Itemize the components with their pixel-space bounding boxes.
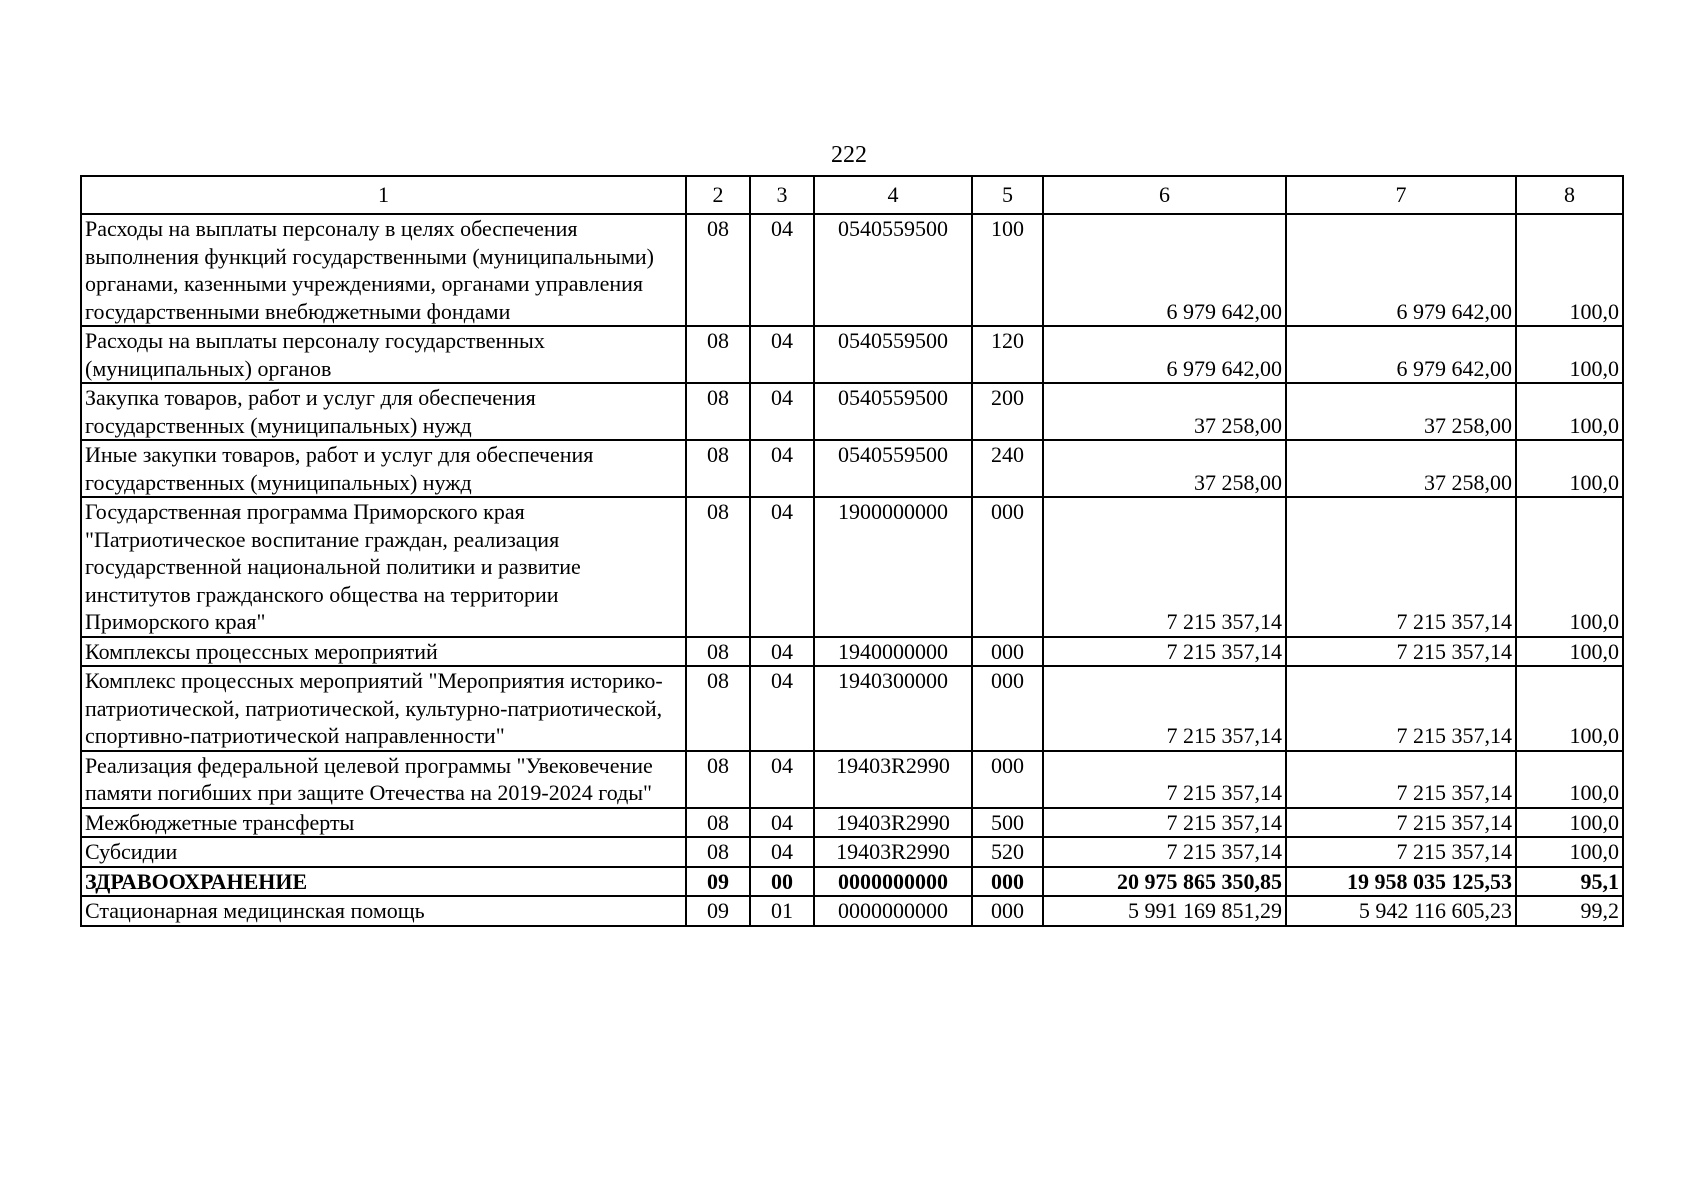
row-percent: 100,0 (1516, 751, 1623, 808)
row-percent: 100,0 (1516, 326, 1623, 383)
row-percent: 100,0 (1516, 837, 1623, 867)
row-executed: 7 215 357,14 (1286, 666, 1516, 751)
row-name: Субсидии (81, 837, 686, 867)
row-subsection: 01 (750, 896, 814, 926)
table-row (81, 214, 1623, 326)
row-name: ЗДРАВООХРАНЕНИЕ (81, 867, 686, 897)
row-executed: 19 958 035 125,53 (1286, 867, 1516, 897)
row-subsection: 04 (750, 751, 814, 808)
row-name: Иные закупки товаров, работ и услуг для обеспечения государственных (муниципальных) нужд (81, 440, 686, 497)
row-name: Закупка товаров, работ и услуг для обеспечения государственных (муниципальных) нужд (81, 383, 686, 440)
page-number: 222 (831, 142, 867, 168)
table-row (81, 751, 1623, 808)
row-percent: 100,0 (1516, 383, 1623, 440)
row-target-article: 0540559500 (814, 440, 972, 497)
row-percent: 99,2 (1516, 896, 1623, 926)
row-name: Комплексы процессных мероприятий (81, 637, 686, 667)
table-row (81, 896, 1623, 926)
row-target-article: 0540559500 (814, 383, 972, 440)
table-row (81, 666, 1623, 751)
row-percent: 100,0 (1516, 637, 1623, 667)
row-expense-type: 200 (972, 383, 1043, 440)
row-percent: 100,0 (1516, 440, 1623, 497)
row-target-article: 19403R2990 (814, 808, 972, 838)
row-expense-type: 240 (972, 440, 1043, 497)
row-section: 08 (686, 637, 750, 667)
header-col-6: 6 (1043, 176, 1286, 214)
row-name: Стационарная медицинская помощь (81, 896, 686, 926)
row-expense-type: 000 (972, 666, 1043, 751)
row-section: 08 (686, 326, 750, 383)
header-col-2: 2 (686, 176, 750, 214)
row-planned: 7 215 357,14 (1043, 666, 1286, 751)
row-section: 08 (686, 751, 750, 808)
row-target-article: 0000000000 (814, 896, 972, 926)
row-percent: 95,1 (1516, 867, 1623, 897)
row-planned: 6 979 642,00 (1043, 326, 1286, 383)
row-executed: 7 215 357,14 (1286, 837, 1516, 867)
row-planned: 37 258,00 (1043, 383, 1286, 440)
row-executed: 7 215 357,14 (1286, 751, 1516, 808)
row-subsection: 00 (750, 867, 814, 897)
row-name: Межбюджетные трансферты (81, 808, 686, 838)
row-section: 08 (686, 214, 750, 326)
row-name: Государственная программа Приморского края "Патриотическое воспитание граждан, реализация государственной национальной политики и развитие институтов гражданского общества на территории Приморского края" (81, 497, 686, 637)
header-col-5: 5 (972, 176, 1043, 214)
row-target-article: 1940300000 (814, 666, 972, 751)
row-expense-type: 100 (972, 214, 1043, 326)
row-planned: 7 215 357,14 (1043, 751, 1286, 808)
row-expense-type: 000 (972, 497, 1043, 637)
header-row (81, 176, 1623, 214)
table-row (81, 497, 1623, 637)
row-expense-type: 520 (972, 837, 1043, 867)
row-executed: 6 979 642,00 (1286, 214, 1516, 326)
header-col-4: 4 (814, 176, 972, 214)
row-planned: 6 979 642,00 (1043, 214, 1286, 326)
row-executed: 37 258,00 (1286, 440, 1516, 497)
row-subsection: 04 (750, 637, 814, 667)
row-target-article: 0540559500 (814, 326, 972, 383)
row-section: 08 (686, 666, 750, 751)
row-target-article: 19403R2990 (814, 751, 972, 808)
row-section: 08 (686, 383, 750, 440)
row-target-article: 0000000000 (814, 867, 972, 897)
row-target-article: 19403R2990 (814, 837, 972, 867)
row-planned: 7 215 357,14 (1043, 497, 1286, 637)
row-executed: 6 979 642,00 (1286, 326, 1516, 383)
header-col-8: 8 (1516, 176, 1623, 214)
row-planned: 20 975 865 350,85 (1043, 867, 1286, 897)
row-section: 08 (686, 497, 750, 637)
row-percent: 100,0 (1516, 497, 1623, 637)
row-percent: 100,0 (1516, 808, 1623, 838)
row-planned: 5 991 169 851,29 (1043, 896, 1286, 926)
row-percent: 100,0 (1516, 214, 1623, 326)
row-executed: 7 215 357,14 (1286, 637, 1516, 667)
row-section: 09 (686, 867, 750, 897)
row-section: 09 (686, 896, 750, 926)
row-subsection: 04 (750, 383, 814, 440)
row-planned: 37 258,00 (1043, 440, 1286, 497)
row-name: Расходы на выплаты персоналу в целях обеспечения выполнения функций государственными (муниципальными) органами, казенными учреждениями, органами управления государственными внебюджетными фондами (81, 214, 686, 326)
row-subsection: 04 (750, 214, 814, 326)
row-subsection: 04 (750, 837, 814, 867)
row-planned: 7 215 357,14 (1043, 808, 1286, 838)
row-executed: 37 258,00 (1286, 383, 1516, 440)
row-percent: 100,0 (1516, 666, 1623, 751)
row-target-article: 0540559500 (814, 214, 972, 326)
row-name: Реализация федеральной целевой программы "Увековечение памяти погибших при защите Отечества на 2019-2024 годы" (81, 751, 686, 808)
header-col-7: 7 (1286, 176, 1516, 214)
row-planned: 7 215 357,14 (1043, 637, 1286, 667)
table-row-section-total (81, 867, 1623, 897)
table-row (81, 326, 1623, 383)
row-subsection: 04 (750, 808, 814, 838)
row-executed: 7 215 357,14 (1286, 808, 1516, 838)
table-row (81, 837, 1623, 867)
row-subsection: 04 (750, 666, 814, 751)
table-row (81, 637, 1623, 667)
row-expense-type: 000 (972, 896, 1043, 926)
row-expense-type: 000 (972, 637, 1043, 667)
budget-table (80, 175, 1624, 927)
row-target-article: 1940000000 (814, 637, 972, 667)
table-row (81, 808, 1623, 838)
row-name: Расходы на выплаты персоналу государственных (муниципальных) органов (81, 326, 686, 383)
row-expense-type: 120 (972, 326, 1043, 383)
row-executed: 5 942 116 605,23 (1286, 896, 1516, 926)
row-executed: 7 215 357,14 (1286, 497, 1516, 637)
row-subsection: 04 (750, 440, 814, 497)
row-target-article: 1900000000 (814, 497, 972, 637)
row-expense-type: 500 (972, 808, 1043, 838)
row-name: Комплекс процессных мероприятий "Мероприятия историко-патриотической, патриотической, культурно-патриотической, спортивно-патриотической направленности" (81, 666, 686, 751)
row-section: 08 (686, 808, 750, 838)
row-section: 08 (686, 440, 750, 497)
row-subsection: 04 (750, 497, 814, 637)
row-expense-type: 000 (972, 867, 1043, 897)
table-row (81, 383, 1623, 440)
header-col-3: 3 (750, 176, 814, 214)
row-expense-type: 000 (972, 751, 1043, 808)
row-planned: 7 215 357,14 (1043, 837, 1286, 867)
header-col-1: 1 (81, 176, 686, 214)
row-subsection: 04 (750, 326, 814, 383)
table-row (81, 440, 1623, 497)
row-section: 08 (686, 837, 750, 867)
